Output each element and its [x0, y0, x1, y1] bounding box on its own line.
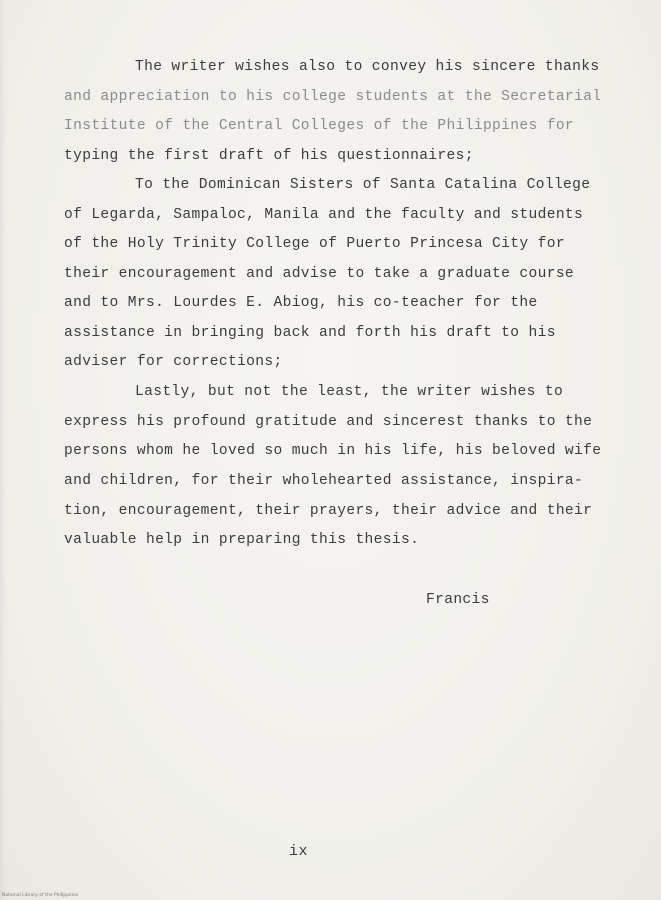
page-number: ix: [289, 843, 309, 860]
paragraph-2-line-3: of the Holy Trinity College of Puerto Princesa City for: [64, 236, 565, 252]
paragraph-3-line-3: persons whom he loved so much in his life, his beloved wife: [64, 443, 602, 459]
paragraph-2-line-2: of Legarda, Sampaloc, Manila and the faculty and students: [64, 207, 584, 223]
paragraph-3-line-2: express his profound gratitude and sincerest thanks to the: [64, 414, 593, 430]
paragraph-2-line-6: assistance in bringing back and forth his draft to his: [64, 325, 556, 341]
paragraph-2-line-7: adviser for corrections;: [64, 354, 283, 370]
paragraph-3-line-1: Lastly, but not the least, the writer wishes to: [135, 384, 564, 400]
paragraph-1-line-1: The writer wishes also to convey his sincere thanks: [135, 59, 600, 75]
paragraph-1-line-3: Institute of the Central Colleges of the Philippines for: [64, 118, 575, 134]
paragraph-2-line-1: To the Dominican Sisters of Santa Catalina College: [135, 177, 591, 193]
footer-credit: National Library of the Philippines: [2, 893, 79, 898]
paragraph-2-line-4: their encouragement and advise to take a graduate course: [64, 266, 575, 282]
paragraph-3-line-4: and children, for their wholehearted assistance, inspira-: [64, 473, 584, 489]
paragraph-3-line-6: valuable help in preparing this thesis.: [64, 532, 420, 548]
paragraph-2-line-5: and to Mrs. Lourdes E. Abiog, his co-teacher for the: [64, 295, 538, 311]
paragraph-1-line-4: typing the first draft of his questionnaires;: [64, 148, 474, 164]
paragraph-1-line-2: and appreciation to his college students at the Secretarial: [64, 89, 602, 105]
paragraph-3-line-5: tion, encouragement, their prayers, their advice and their: [64, 503, 593, 519]
signature-name: Francis: [426, 592, 490, 608]
